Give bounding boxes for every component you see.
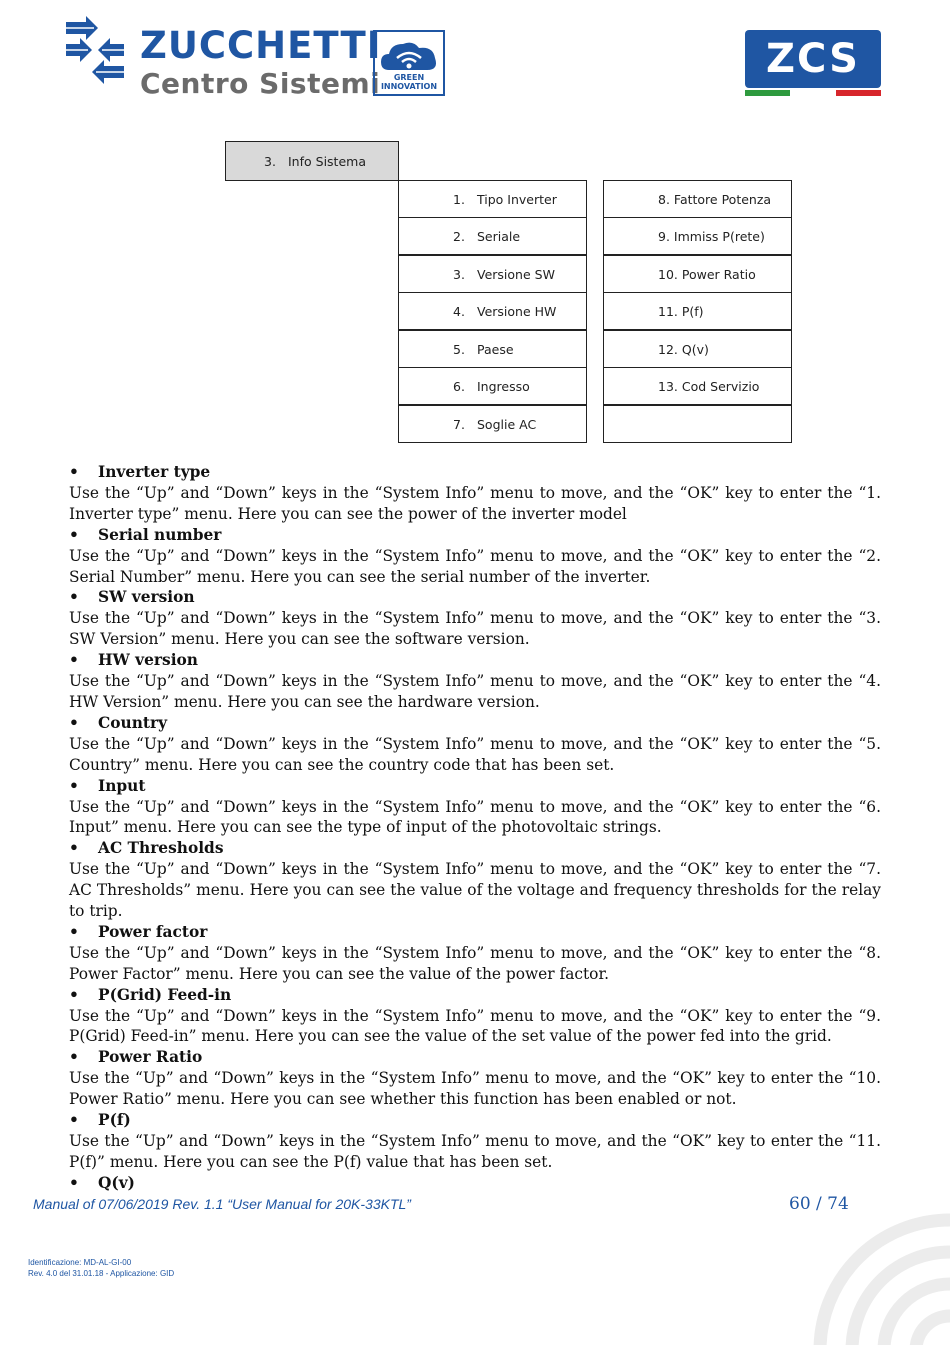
section-text: Use the “Up” and “Down” keys in the “System Info” menu to move, and the “OK” key to enter the “4. HW Version” menu. Here you can see the hardware version. xyxy=(69,672,881,711)
cloud-wifi-icon xyxy=(375,34,443,78)
section-heading xyxy=(69,985,881,1006)
bullet-icon: • xyxy=(69,985,79,1004)
menu-item-number: 1. xyxy=(453,191,465,207)
menu-item-label: Versione SW xyxy=(477,266,555,282)
doc-revision-line: Rev. 4.0 del 31.01.18 - Applicazione: GID xyxy=(28,1269,175,1278)
menu-item xyxy=(603,367,792,405)
menu-item xyxy=(398,255,587,293)
bullet-icon: • xyxy=(69,839,79,858)
section-pgrid-feed-in xyxy=(69,985,881,1048)
menu-item xyxy=(398,180,587,218)
menu-item-label: 11. P(f) xyxy=(658,303,704,319)
section-text: Use the “Up” and “Down” keys in the “System Info” menu to move, and the “OK” key to enter the “5. Country” menu. Here you can see the country code that has been set. xyxy=(69,734,881,774)
bullet-icon: • xyxy=(69,1173,79,1192)
section-heading-text: SW version xyxy=(98,588,195,607)
section-heading-text: P(Grid) Feed-in xyxy=(98,985,232,1004)
company-name: ZUCCHETTI xyxy=(140,24,382,67)
menu-root-number: 3. xyxy=(264,153,276,169)
section-heading xyxy=(69,713,881,734)
section-heading-text: Q(v) xyxy=(98,1173,135,1192)
section-power-factor xyxy=(69,922,881,985)
page-number: 60 / 74 xyxy=(789,1194,849,1214)
bullet-icon: • xyxy=(69,525,79,544)
menu-root-label: Info Sistema xyxy=(288,153,366,169)
section-heading xyxy=(69,1110,881,1131)
section-heading xyxy=(69,525,881,546)
bullet-icon: • xyxy=(69,1111,79,1130)
section-heading xyxy=(69,1173,881,1194)
menu-item-number: 7. xyxy=(453,416,465,432)
section-inverter-type xyxy=(69,462,881,525)
section-serial-number xyxy=(69,525,881,588)
footer-manual-reference: Manual of 07/06/2019 Rev. 1.1 “User Manual for 20K-33KTL” xyxy=(33,1196,411,1212)
section-heading-text: P(f) xyxy=(98,1111,131,1130)
section-text: Use the “Up” and “Down” keys in the “System Info” menu to move, and the “OK” key to enter the “1. Inverter type” menu. Here you can see the power of the inverter model xyxy=(69,483,881,523)
section-heading xyxy=(69,776,881,797)
section-heading-text: Serial number xyxy=(98,525,222,544)
bullet-icon: • xyxy=(69,1048,79,1067)
section-text: Use the “Up” and “Down” keys in the “System Info” menu to move, and the “OK” key to enter the “9. P(Grid) Feed-in” menu. Here you can see the value of the set value of the power fed into the grid. xyxy=(69,1006,881,1046)
menu-item-label: 13. Cod Servizio xyxy=(658,378,760,394)
section-text: Use the “Up” and “Down” keys in the “System Info” menu to move, and the “OK” key to enter the “11. P(f)” menu. Here you can see the P(f) value that has been set. xyxy=(69,1132,881,1171)
menu-item xyxy=(603,330,792,368)
italian-flag-stripe xyxy=(745,90,881,96)
section-hw-version xyxy=(69,650,881,713)
section-heading-text: Power factor xyxy=(98,922,208,941)
wave-watermark-icon xyxy=(790,1190,950,1345)
menu-item-label: Soglie AC xyxy=(477,416,537,432)
menu-item xyxy=(603,255,792,293)
menu-item xyxy=(398,330,587,368)
section-ac-thresholds xyxy=(69,838,881,922)
section-qv xyxy=(69,1173,881,1194)
section-heading xyxy=(69,1047,881,1068)
section-text: Use the “Up” and “Down” keys in the “System Info” menu to move, and the “OK” key to enter the “3. SW Version” menu. Here you can see the software version. xyxy=(69,609,881,649)
section-heading xyxy=(69,587,881,608)
bullet-icon: • xyxy=(69,776,79,795)
menu-item-label: 8. Fattore Potenza xyxy=(658,191,772,207)
menu-item-label: Ingresso xyxy=(477,378,530,394)
section-country xyxy=(69,713,881,776)
menu-item-number: 6. xyxy=(453,378,465,394)
section-list xyxy=(69,462,881,1194)
section-heading-text: Input xyxy=(98,776,146,795)
menu-item xyxy=(398,292,587,330)
section-sw-version xyxy=(69,587,881,650)
section-text: Use the “Up” and “Down” keys in the “System Info” menu to move, and the “OK” key to enter the “10. Power Ratio” menu. Here you can see whether this function has been enabled or not. xyxy=(69,1069,881,1109)
bullet-icon: • xyxy=(69,922,79,941)
menu-item-number: 2. xyxy=(453,228,465,244)
section-power-ratio xyxy=(69,1047,881,1110)
menu-item-number: 4. xyxy=(453,303,465,319)
doc-id-line: Identificazione: MD-AL-GI-00 xyxy=(28,1258,132,1267)
section-heading-text: Inverter type xyxy=(98,463,211,481)
section-input xyxy=(69,776,881,839)
section-heading-text: HW version xyxy=(98,651,198,670)
menu-item-label: 10. Power Ratio xyxy=(658,266,756,282)
section-text: Use the “Up” and “Down” keys in the “System Info” menu to move, and the “OK” key to enter the “6. Input” menu. Here you can see the type of input of the photovoltaic strings. xyxy=(69,797,881,837)
menu-item xyxy=(398,405,587,443)
menu-item-label: Seriale xyxy=(477,228,521,244)
section-heading-text: AC Thresholds xyxy=(98,839,224,858)
zucchetti-arrows-icon xyxy=(64,14,128,84)
section-heading-text: Country xyxy=(98,713,168,732)
menu-item-number: 5. xyxy=(453,341,465,357)
green-innovation-badge xyxy=(373,30,445,96)
section-heading-text: Power Ratio xyxy=(98,1048,203,1067)
section-heading xyxy=(69,462,881,483)
zcs-logo xyxy=(745,30,881,97)
menu-item xyxy=(603,180,792,218)
menu-item-label: Versione HW xyxy=(477,303,557,319)
section-text: Use the “Up” and “Down” keys in the “System Info” menu to move, and the “OK” key to enter the “8. Power Factor” menu. Here you can see the value of the power factor. xyxy=(69,943,881,983)
company-subname: Centro Sistemi xyxy=(140,67,381,100)
menu-item xyxy=(398,367,587,405)
bullet-icon: • xyxy=(69,588,79,607)
bullet-icon: • xyxy=(69,463,79,481)
section-heading xyxy=(69,650,881,671)
section-heading xyxy=(69,838,881,859)
bullet-icon: • xyxy=(69,713,79,732)
menu-item xyxy=(603,292,792,330)
menu-item xyxy=(603,217,792,255)
menu-item-label: 9. Immiss P(rete) xyxy=(658,228,765,244)
section-heading xyxy=(69,922,881,943)
menu-item-empty xyxy=(603,405,792,443)
section-pf xyxy=(69,1110,881,1173)
badge-text-innovation: INNOVATION xyxy=(380,82,438,91)
menu-item-label: Tipo Inverter xyxy=(477,191,557,207)
zcs-logo-text: ZCS xyxy=(745,30,881,88)
menu-item-label: 12. Q(v) xyxy=(658,341,709,357)
zucchetti-logo xyxy=(62,12,452,102)
menu-item-number: 3. xyxy=(453,266,465,282)
section-text: Use the “Up” and “Down” keys in the “System Info” menu to move, and the “OK” key to enter the “2. Serial Number” menu. Here you can see the serial number of the inverter. xyxy=(69,546,881,586)
menu-item xyxy=(398,217,587,255)
menu-root-info-sistema xyxy=(225,141,399,181)
document-identification xyxy=(28,1257,174,1279)
menu-item-label: Paese xyxy=(477,341,514,357)
badge-text-green: GREEN xyxy=(393,73,425,82)
bullet-icon: • xyxy=(69,651,79,670)
section-text: Use the “Up” and “Down” keys in the “System Info” menu to move, and the “OK” key to enter the “7. AC Thresholds” menu. Here you can see the value of the voltage and frequency thresholds for the relay to trip. xyxy=(69,860,881,921)
